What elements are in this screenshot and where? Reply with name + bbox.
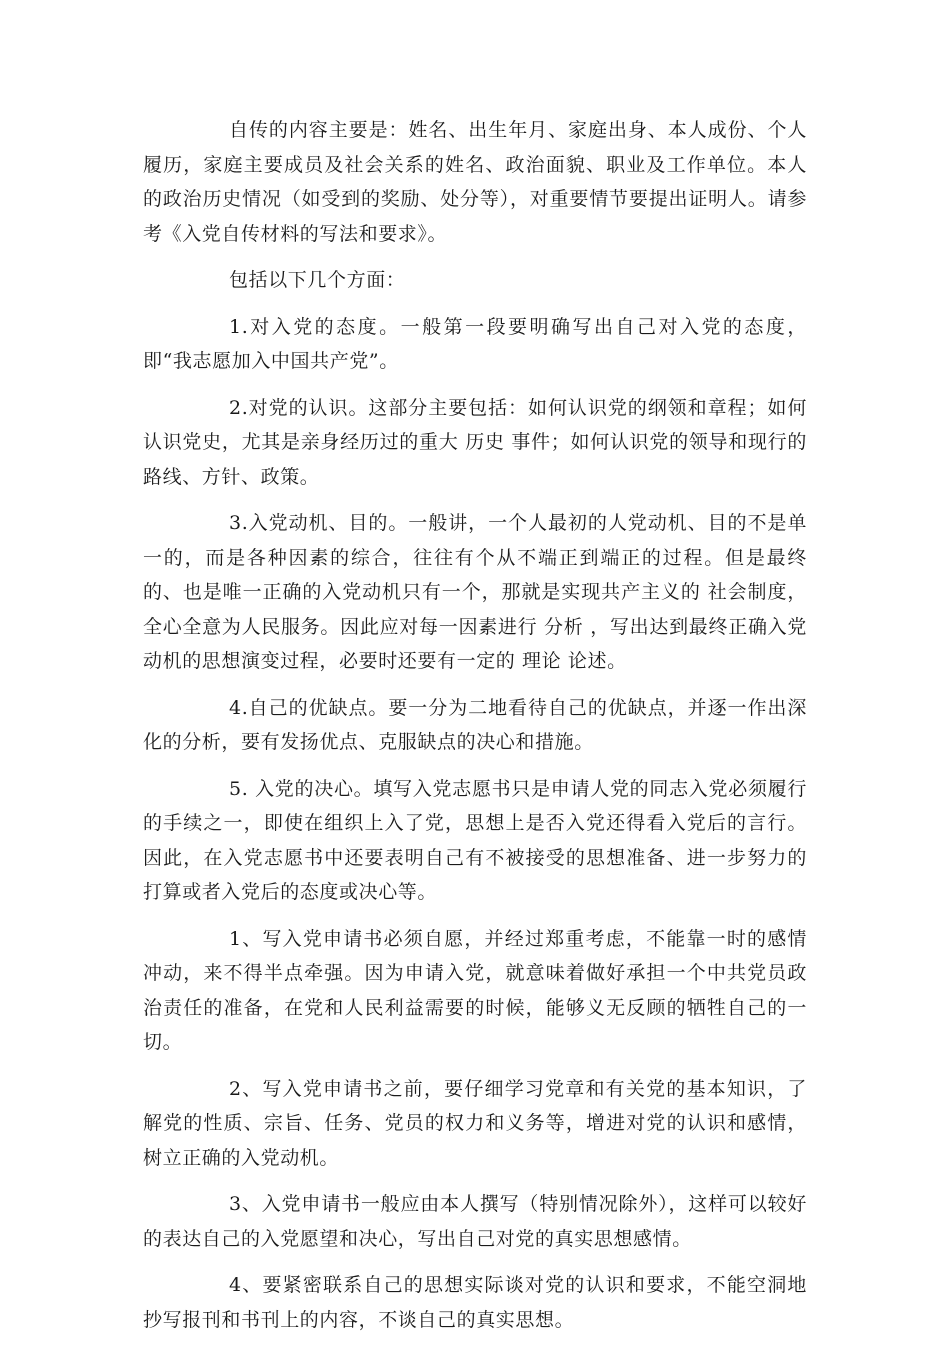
paragraph-note-4: 4、要紧密联系自己的思想实际谈对党的认识和要求，不能空洞地抄写报刊和书刊上的内容，不谈自己的真实思想。 — [143, 1274, 807, 1331]
paragraph-note-3: 3、入党申请书一般应由本人撰写（特别情况除外），这样可以较好的表达自己的入党愿望和决心，写出自己对党的真实思想感情。 — [143, 1193, 807, 1250]
paragraph-intro: 自传的内容主要是：姓名、出生年月、家庭出身、本人成份、个人履历，家庭主要成员及社会关系的姓名、政治面貌、职业及工作单位。本人的政治历史情况（如受到的奖励、处分等），对重要情节要提出证明人。请参考《入党自传材料的写法和要求》。 — [143, 119, 807, 245]
paragraph-aspects-heading: 包括以下几个方面： — [229, 269, 406, 291]
paragraph-item-5: 5. 入党的决心。填写入党志愿书只是申请人党的同志入党必须履行的手续之一，即使在组织上入了党，思想上是否入党还得看入党后的言行。因此，在入党志愿书中还要表明自己有不被接受的思想准备、进一步努力的打算或者入党后的态度或决心等。 — [143, 777, 807, 903]
paragraph-item-4: 4.自己的优缺点。要一分为二地看待自己的优缺点，并逐一作出深化的分析，要有发扬优点、克服缺点的决心和措施。 — [143, 696, 807, 753]
paragraph-note-1: 1、写入党申请书必须自愿，并经过郑重考虑，不能靠一时的感情冲动，来不得半点牵强。因为申请入党，就意味着做好承担一个中共党员政治责任的准备，在党和人民利益需要的时候，能够义无反顾的牺牲自己的一切。 — [143, 927, 807, 1053]
paragraph-item-3: 3.入党动机、目的。一般讲，一个人最初的人党动机、目的不是单一的，而是各种因素的综合，往往有个从不端正到端正的过程。但是最终的、也是唯一正确的入党动机只有一个，那就是实现共产主义的 社会制度，全心全意为人民服务。因此应对每一因素进行 分析 ，写出达到最终正确入党动机的思想演变过程，必要时还要有一定的 理论 论述。 — [143, 512, 807, 672]
paragraph-item-1: 1.对入党的态度。一般第一段要明确写出自己对入党的态度，即“我志愿加入中国共产党”。 — [143, 315, 807, 372]
paragraph-item-2: 2.对党的认识。这部分主要包括：如何认识党的纲领和章程；如何认识党史，尤其是亲身经历过的重大 历史 事件；如何认识党的领导和现行的路线、方针、政策。 — [143, 396, 807, 488]
paragraph-note-2: 2、写入党申请书之前，要仔细学习党章和有关党的基本知识，了解党的性质、宗旨、任务、党员的权力和义务等，增进对党的认识和感情，树立正确的入党动机。 — [143, 1077, 807, 1169]
document-body — [143, 113, 807, 1349]
